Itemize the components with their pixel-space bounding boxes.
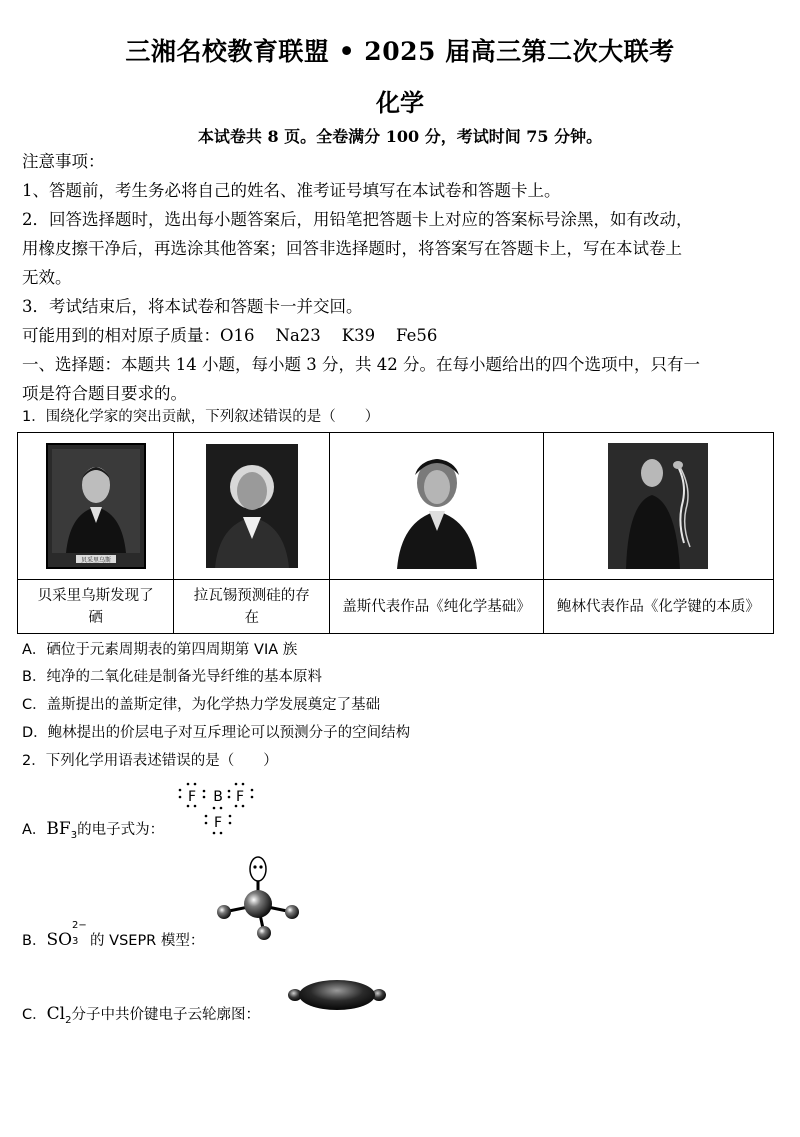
portrait-cell-hess	[330, 433, 543, 580]
notes	[22, 147, 782, 408]
caption-berzelius: 贝采里乌斯发现了 硒	[18, 580, 174, 634]
section-1-line-1: 一、选择题：本题共 14 小题，每小题 3 分，共 42 分。在每小题给出的四个选项中，只有一	[22, 355, 700, 374]
atomic-masses: 可能用到的相对原子质量：O16 Na23 K39 Fe56	[22, 326, 438, 345]
notes-item-2-line-3: 无效。	[22, 268, 72, 287]
portrait-cell-pauling	[543, 433, 773, 580]
subject-title: 化学	[376, 88, 424, 117]
notes-item-1: 1、答题前，考生务必将自己的姓名、准考证号填写在本试卷和答题卡上。	[22, 181, 561, 200]
notes-heading: 注意事项：	[22, 152, 105, 171]
lewis-atom-b: B	[213, 789, 223, 805]
so3-vsepr-model	[210, 855, 306, 945]
q2-option-a: A．$BF_3$的电子式为：	[22, 819, 165, 841]
q1-option-b: B．纯净的二氧化硅是制备光导纤维的基本原料	[22, 669, 322, 685]
q1-option-d: D．鲍林提出的价层电子对互斥理论可以预测分子的空间结构	[22, 725, 411, 741]
notes-item-3: 3．考试结束后，将本试卷和答题卡一并交回。	[22, 297, 363, 316]
portrait-berzelius-image	[46, 443, 146, 569]
cl2-electron-cloud	[286, 978, 388, 1012]
bf3-lewis-structure	[176, 780, 260, 836]
portrait-pauling-image	[608, 443, 708, 569]
portrait-caption-label: 贝采里乌斯	[80, 557, 111, 564]
section-1-line-2: 项是符合题目要求的。	[22, 384, 187, 403]
caption-pauling: 鲍林代表作品《化学键的本质》	[543, 580, 773, 634]
portrait-hess-image	[389, 443, 485, 569]
q2-stem: 2．下列化学用语表述错误的是（ ）	[22, 753, 278, 769]
lewis-atom-f-bottom: F	[213, 815, 223, 831]
q1-option-a: A．硒位于元素周期表的第四周期第 VIA 族	[22, 642, 298, 658]
notes-item-2-line-1: 2．回答选择题时，选出每小题答案后，用铅笔把答题卡上对应的答案标号涂黑，如有改动，	[22, 210, 693, 229]
portrait-lavoisier-image	[205, 443, 299, 569]
q1-option-c: C．盖斯提出的盖斯定律，为化学热力学发展奠定了基础	[22, 697, 381, 713]
caption-hess: 盖斯代表作品《纯化学基础》	[330, 580, 543, 634]
lewis-atom-f-left: F	[187, 789, 197, 805]
q1-figure-table	[17, 432, 774, 634]
q2-option-b: B．SO 2− 3 的 VSEPR 模型：	[22, 920, 205, 950]
caption-lavoisier: 拉瓦锡预测硅的存 在	[174, 580, 330, 634]
exam-title: 三湘名校教育联盟 • 2025 届高三第二次大联考	[125, 37, 675, 66]
portrait-cell-lavoisier	[174, 433, 330, 580]
portrait-cell-berzelius	[18, 433, 174, 580]
notes-item-2-line-2: 用橡皮擦干净后，再选涂其他答案；回答非选择题时，将答案写在答题卡上，写在本试卷上	[22, 239, 682, 258]
q2-option-c: C．$Cl_2$分子中共价键电子云轮廓图：	[22, 1004, 260, 1026]
q1-stem: 1．围绕化学家的突出贡献，下列叙述错误的是（ ）	[22, 409, 380, 425]
exam-info: 本试卷共 8 页。全卷满分 100 分，考试时间 75 分钟。	[197, 127, 603, 146]
lewis-atom-f-right: F	[235, 789, 245, 805]
